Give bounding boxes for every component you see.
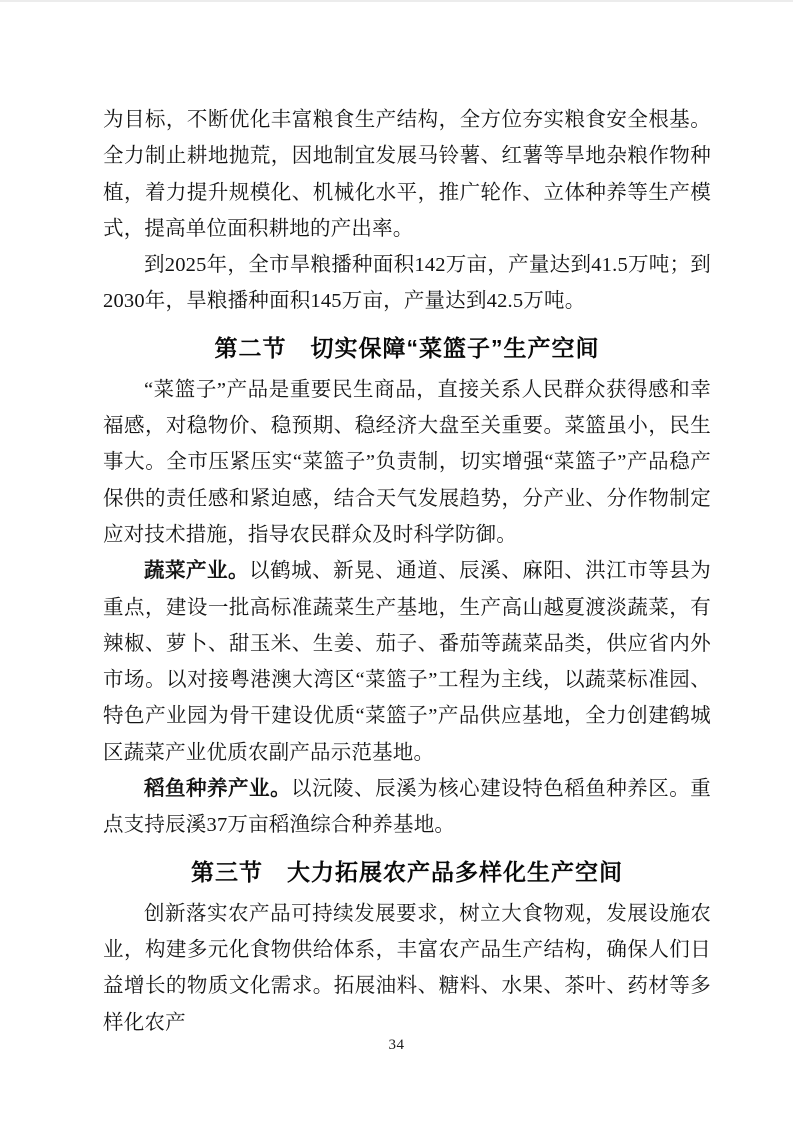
paragraph-lead-rice-fish-industry: 稻鱼种养产业。 [144,777,292,801]
section-heading-vegetable-basket: 第二节 切实保障“菜篮子”生产空间 [214,334,600,361]
paragraph-grain-structure-continuation: 为目标，不断优化丰富粮食生产结构，全方位夯实粮食安全根基。全力制止耕地抛荒，因地制宜发展马铃薯、红薯等旱地杂粮作物种植，着力提升规模化、机械化水平，推广轮作、立体种养等生产模式，提高单位面积耕地的产出率。 [103,109,711,240]
paragraph-grain-targets: 到2025年，全市旱粮播种面积142万亩，产量达到41.5万吨；到2030年，旱粮播种面积145万亩，产量达到42.5万吨。 [103,254,711,313]
paragraph-diversified-production: 创新落实农产品可持续发展要求，树立大食物观，发展设施农业，构建多元化食物供给体系，丰富农产品生产结构，确保人们日益增长的物质文化需求。拓展油料、糖料、水果、茶叶、药材等多样化农产 [103,902,711,1034]
paragraph-text: 以鹤城、新晃、通道、辰溪、麻阳、洪江市等县为重点，建设一批高标准蔬菜生产基地，生产高山越夏渡淡蔬菜，有辣椒、萝卜、甜玉米、生姜、茄子、番茄等蔬菜品类，供应省内外市场。以对接粤港澳大湾区“菜篮子”工程为主线，以蔬菜标准园、特色产业园为骨干建设优质“菜篮子”产品供应基地，全力创建鹤城区蔬菜产业优质农副产品示范基地。 [103,560,711,764]
paragraph-vegetable-basket-importance: “菜篮子”产品是重要民生商品，直接关系人民群众获得感和幸福感，对稳物价、稳预期、稳经济大盘至关重要。菜篮虽小，民生事大。全市压紧压实“菜篮子”负责制，切实增强“菜篮子”产品稳产保供的责任感和紧迫感，结合天气发展趋势，分产业、分作物制定应对技术措施，指导农民群众及时科学防御。 [103,378,711,546]
paragraph-lead-vegetable-industry: 蔬菜产业。 [144,559,250,583]
page-footer [0,1036,793,1054]
paragraph-text: 以沅陵、辰溪为核心建设特色稻鱼种养区。重点支持辰溪37万亩稻渔综合种养基地。 [103,778,712,837]
section-heading-diversified-production: 第三节 大力拓展农产品多样化生产空间 [191,858,623,885]
paragraph-rice-fish-industry [103,771,711,844]
page-number: 34 [388,1037,405,1053]
page-body [103,102,711,1041]
paragraph-vegetable-industry [103,553,711,771]
